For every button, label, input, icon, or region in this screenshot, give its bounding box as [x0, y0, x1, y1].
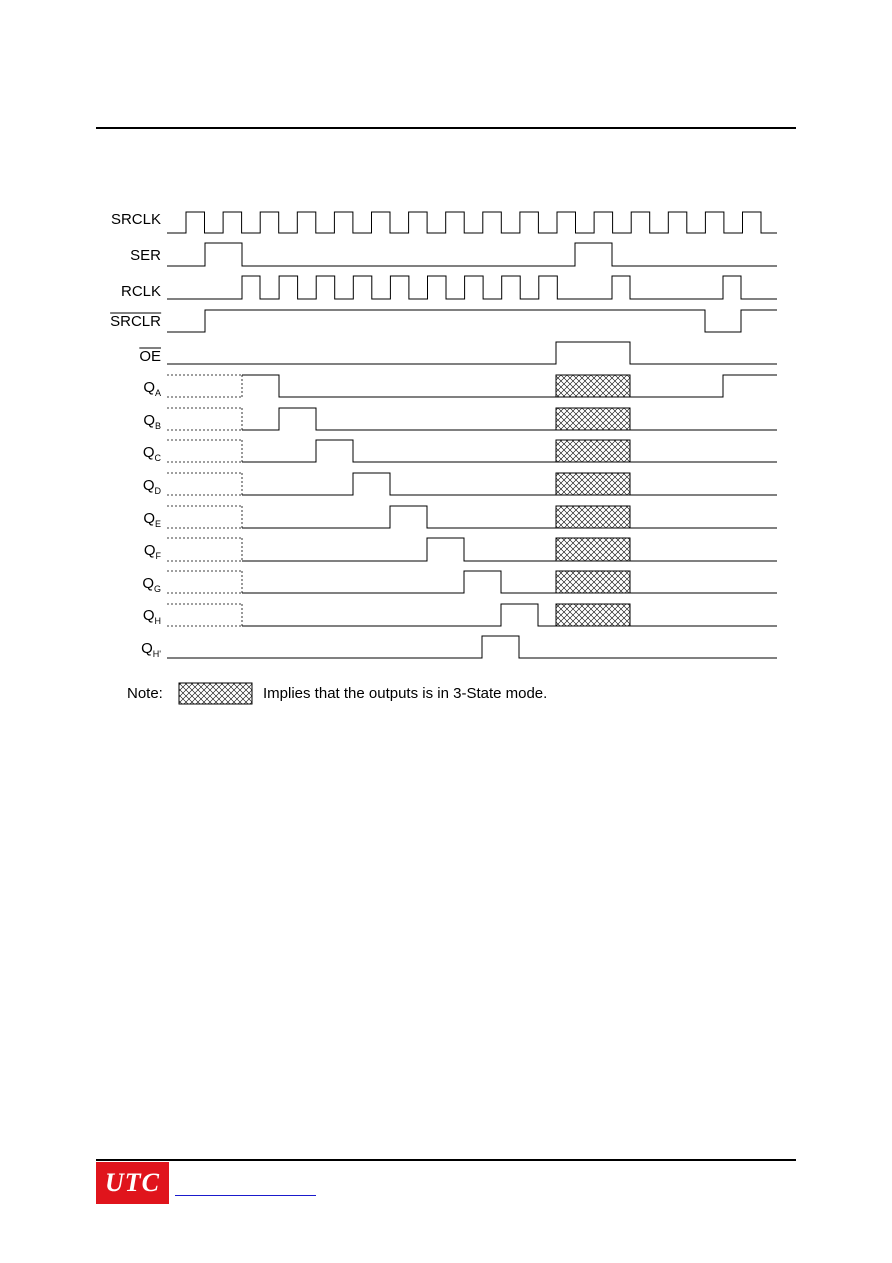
undefined-region: [167, 440, 242, 462]
undefined-region: [167, 408, 242, 430]
svg-text:QC: $Q_C$: [142, 444, 161, 463]
waveform-oe: [167, 342, 777, 364]
signal-label-ser: [130, 247, 161, 264]
tri-state-region: [556, 506, 630, 528]
waveform-srclr: [167, 310, 777, 332]
note-text: Implies that the outputs is in 3-State mode.: [263, 685, 548, 702]
svg-text:QD: $Q_D$: [142, 477, 161, 496]
tri-state-region: [556, 375, 630, 397]
signal-label-oe: [139, 348, 161, 365]
svg-text:OE: OE: [139, 348, 161, 365]
signal-label-qhp: [141, 640, 161, 659]
waveform-qb: [167, 408, 777, 430]
svg-text:QH': $Q_{H'}$: [141, 640, 161, 659]
svg-text:QA: $Q_A$: [143, 379, 161, 398]
svg-text:SRCLK: SRCLK: [110, 211, 161, 228]
waveform-qa: [167, 375, 777, 397]
signal-label-qd: [143, 477, 162, 496]
waveform-qd: [167, 473, 777, 495]
signal-label-qf: [144, 542, 162, 561]
signal-label-qh: [143, 607, 161, 626]
svg-text:RCLK: RCLK: [120, 283, 161, 300]
tri-state-region: [556, 440, 630, 462]
waveform-rclk: [167, 276, 777, 299]
tri-state-region: [556, 538, 630, 561]
signal-label-qb: [143, 412, 161, 431]
signal-label-qc: [143, 444, 162, 463]
tri-state-region: [556, 571, 630, 593]
svg-text:QH: $Q_H$: [142, 607, 161, 626]
signal-label-srclr: [110, 313, 161, 330]
svg-text:SRCLR: SRCLR: [110, 313, 161, 330]
undefined-region: [167, 604, 242, 626]
svg-text:SER: SER: [130, 247, 161, 264]
tri-state-legend-box: [179, 683, 252, 704]
footer-rule: [96, 1159, 796, 1161]
signal-label-qg: [142, 575, 161, 594]
undefined-region: [167, 538, 242, 561]
waveform-qh: [167, 604, 777, 626]
svg-text:QG: $Q_G$: [142, 575, 161, 594]
undefined-region: [167, 375, 242, 397]
waveform-qf: [167, 538, 777, 561]
note-label: Note:: [127, 685, 163, 702]
undefined-region: [167, 473, 242, 495]
tri-state-region: [556, 604, 630, 626]
undefined-region: [167, 506, 242, 528]
svg-text:QB: $Q_B$: [143, 412, 161, 431]
signal-label-srclk: [111, 211, 161, 228]
waveform-qhp: [167, 636, 777, 658]
signal-label-qa: [143, 379, 161, 398]
signal-label-rclk: [121, 283, 161, 300]
tri-state-region: [556, 408, 630, 430]
waveform-qc: [167, 440, 777, 462]
waveform-srclk: [167, 212, 777, 233]
undefined-region: [167, 571, 242, 593]
svg-text:QF: $Q_F$: [143, 542, 161, 561]
svg-text:QE: $Q_E$: [143, 510, 161, 529]
tri-state-region: [556, 473, 630, 495]
signal-label-qe: [143, 510, 161, 529]
waveform-qe: [167, 506, 777, 528]
waveform-qg: [167, 571, 777, 593]
waveform-ser: [167, 243, 777, 266]
utc-logo: UTC: [96, 1162, 169, 1204]
footer-link-underline[interactable]: [175, 1195, 316, 1196]
